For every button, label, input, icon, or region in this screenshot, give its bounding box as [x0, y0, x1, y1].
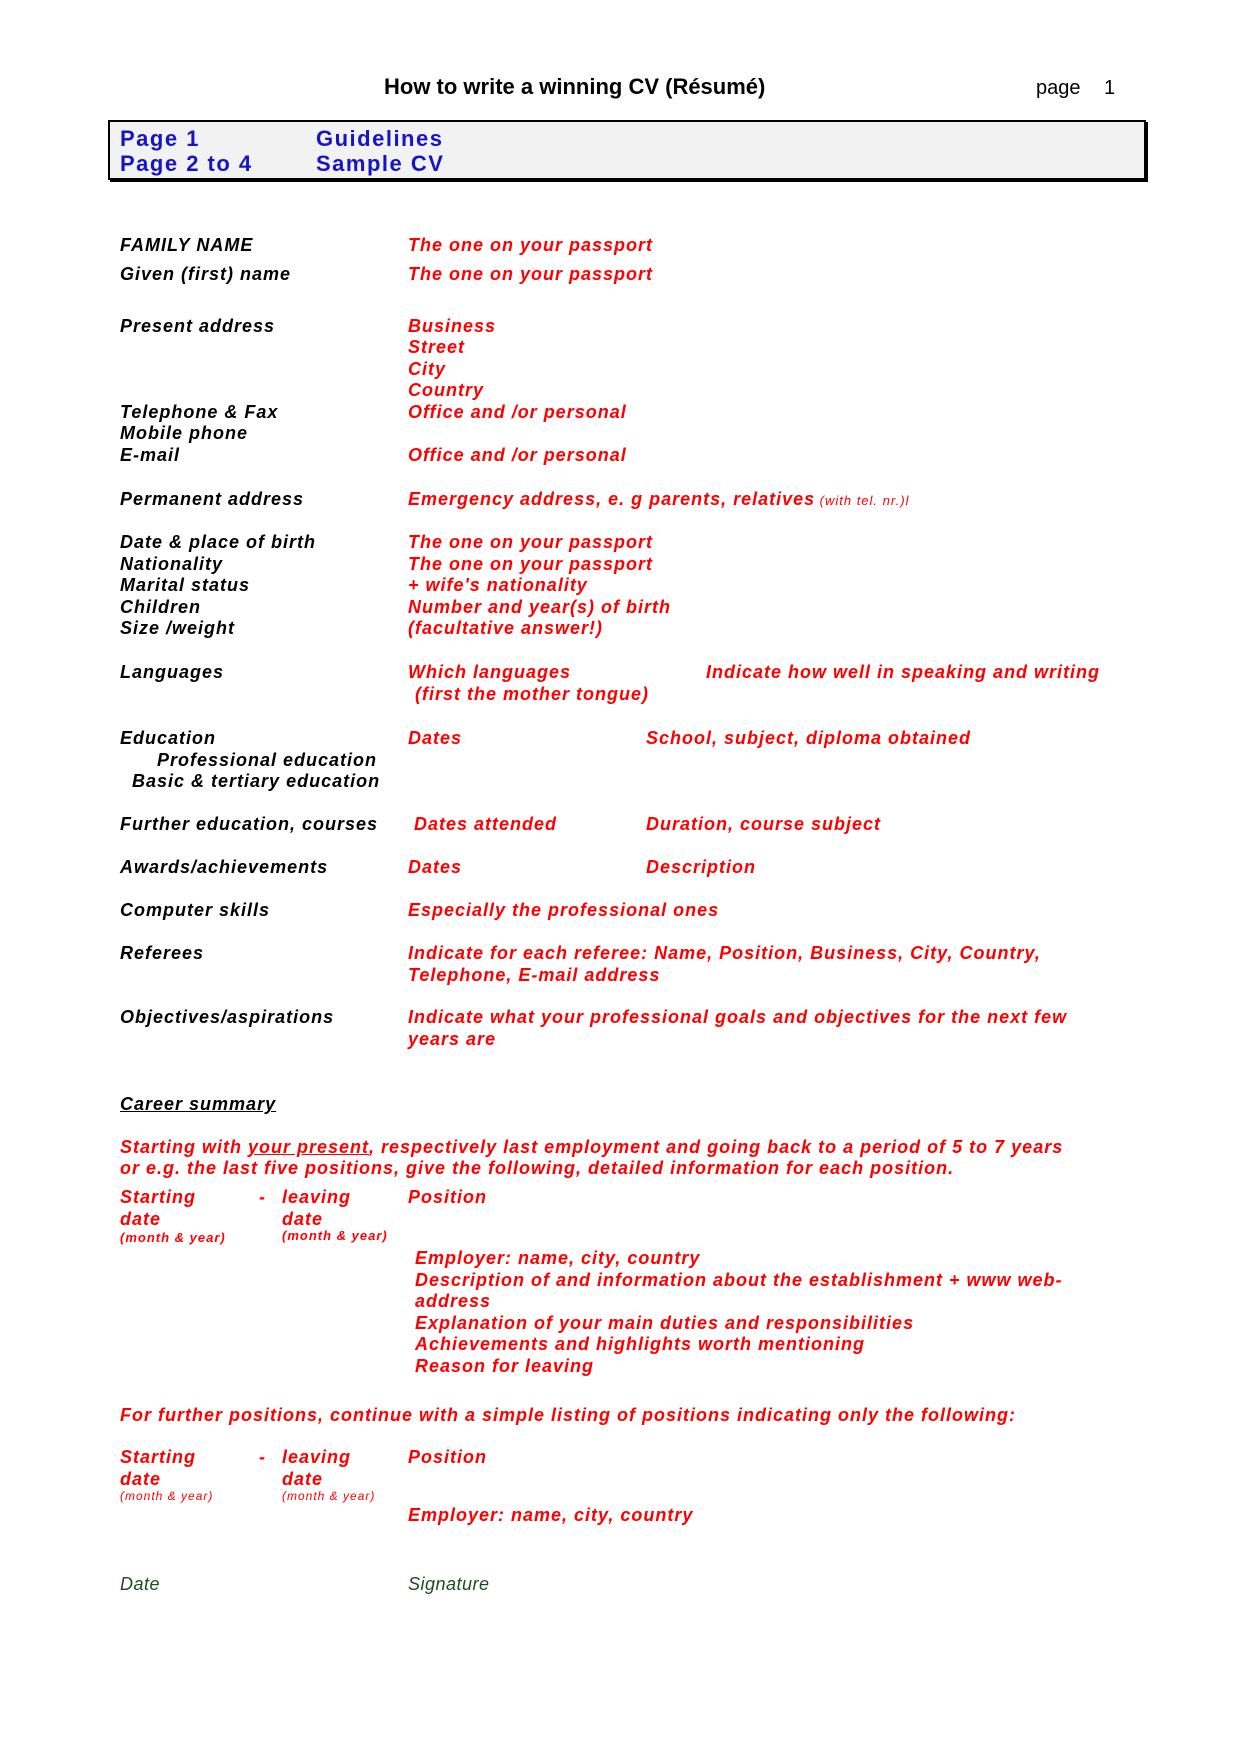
permanent-address-text: Emergency address, e. g parents, relatives	[408, 489, 816, 509]
career-intro-line1	[120, 1137, 1063, 1158]
permanent-address-label: Permanent address	[120, 489, 305, 509]
career-intro-start: Starting with	[120, 1137, 248, 1157]
starting-month-year: (month & year)	[120, 1230, 226, 1245]
given-name-label: Given (first) name	[120, 264, 292, 284]
toc-guidelines: Guidelines	[316, 126, 444, 151]
mobile-label: Mobile phone	[120, 423, 248, 443]
signature-label: Signature	[408, 1574, 490, 1594]
basic-education-label: Basic & tertiary education	[132, 771, 381, 791]
computer-value: Especially the professional ones	[408, 900, 720, 920]
leaving-date-label-2: date	[282, 1469, 324, 1489]
starting-month-year-2: (month & year)	[120, 1489, 214, 1503]
size-label: Size /weight	[120, 618, 236, 638]
detail-reason: Reason for leaving	[415, 1356, 595, 1376]
employer-line-2: Employer: name, city, country	[408, 1505, 694, 1525]
given-name-value: The one on your passport	[408, 264, 654, 284]
nationality-label: Nationality	[120, 554, 224, 574]
marital-label: Marital status	[120, 575, 251, 595]
career-intro-rest: , respectively last employment and going back to a period of 5 to 7 years	[369, 1137, 1064, 1157]
address-city: City	[408, 359, 447, 379]
professional-education-label: Professional education	[157, 750, 378, 770]
size-value: (facultative answer!)	[408, 618, 604, 638]
page-label: page	[1036, 77, 1081, 99]
referees-line1: Indicate for each referee: Name, Position, Business, City, Country,	[408, 943, 1041, 963]
computer-label: Computer skills	[120, 900, 271, 920]
education-dates: Dates	[408, 728, 463, 748]
email-label: E-mail	[120, 445, 181, 465]
telephone-value: Office and /or personal	[408, 402, 627, 422]
languages-mother-tongue: (first the mother tongue)	[415, 684, 649, 704]
awards-description: Description	[646, 857, 757, 877]
telephone-label: Telephone & Fax	[120, 402, 279, 422]
position-label: Position	[408, 1187, 487, 1207]
starting-label: Starting	[120, 1187, 197, 1207]
career-summary-heading: Career summary	[120, 1094, 277, 1114]
birth-label: Date & place of birth	[120, 532, 317, 552]
objectives-label: Objectives/aspirations	[120, 1007, 335, 1027]
languages-how-well: Indicate how well in speaking and writing	[706, 662, 1101, 682]
page-number: 1	[1104, 77, 1116, 99]
detail-address: address	[415, 1291, 492, 1311]
toc-sample-cv: Sample CV	[316, 151, 445, 176]
permanent-address-value	[408, 489, 910, 510]
referees-line2: Telephone, E-mail address	[408, 965, 661, 985]
detail-description: Description of and information about the establishment + www web-	[415, 1270, 1063, 1290]
languages-label: Languages	[120, 662, 225, 682]
referees-label: Referees	[120, 943, 205, 963]
detail-achievements: Achievements and highlights worth mentioning	[415, 1334, 866, 1354]
toc-page1: Page 1	[120, 126, 200, 151]
address-country: Country	[408, 380, 484, 400]
starting-date-label: date	[120, 1209, 162, 1229]
permanent-address-note: (with tel. nr.)l	[819, 493, 910, 508]
children-label: Children	[120, 597, 202, 617]
further-education-dates: Dates attended	[414, 814, 558, 834]
toc-page2-4: Page 2 to 4	[120, 151, 253, 176]
birth-value: The one on your passport	[408, 532, 654, 552]
objectives-line2: years are	[408, 1029, 497, 1049]
detail-employer: Employer: name, city, country	[415, 1248, 701, 1268]
address-business: Business	[408, 316, 497, 336]
starting-label-2: Starting	[120, 1447, 197, 1467]
address-street: Street	[408, 337, 466, 357]
contents-box	[108, 120, 1146, 180]
objectives-line1: Indicate what your professional goals and objectives for the next few	[408, 1007, 1068, 1027]
career-intro-present: your present	[248, 1137, 370, 1157]
further-positions-text: For further positions, continue with a simple listing of positions indicating only the following:	[120, 1405, 1016, 1425]
education-school: School, subject, diploma obtained	[646, 728, 972, 748]
leaving-label: leaving	[282, 1187, 352, 1207]
detail-duties: Explanation of your main duties and responsibilities	[415, 1313, 915, 1333]
present-address-label: Present address	[120, 316, 276, 336]
page-title: How to write a winning CV (Résumé)	[384, 74, 766, 99]
family-name-value: The one on your passport	[408, 235, 654, 255]
leaving-label-2: leaving	[282, 1447, 352, 1467]
starting-date-label-2: date	[120, 1469, 162, 1489]
nationality-value: The one on your passport	[408, 554, 654, 574]
dash: -	[259, 1187, 266, 1207]
further-education-duration: Duration, course subject	[646, 814, 882, 834]
children-value: Number and year(s) of birth	[408, 597, 672, 617]
career-intro-line2: or e.g. the last five positions, give the following, detailed information for each position.	[120, 1158, 955, 1178]
family-name-label: FAMILY NAME	[120, 235, 254, 255]
dash-2: -	[259, 1447, 266, 1467]
leaving-month-year-2: (month & year)	[282, 1489, 376, 1503]
further-education-label: Further education, courses	[120, 814, 379, 834]
leaving-date-label: date	[282, 1209, 324, 1229]
leaving-month-year: (month & year)	[282, 1228, 388, 1243]
marital-value: + wife's nationality	[408, 575, 588, 595]
languages-value: Which languages	[408, 662, 572, 682]
email-value: Office and /or personal	[408, 445, 627, 465]
date-label: Date	[120, 1574, 161, 1594]
education-label: Education	[120, 728, 217, 748]
awards-label: Awards/achievements	[120, 857, 329, 877]
awards-dates: Dates	[408, 857, 463, 877]
position-label-2: Position	[408, 1447, 487, 1467]
